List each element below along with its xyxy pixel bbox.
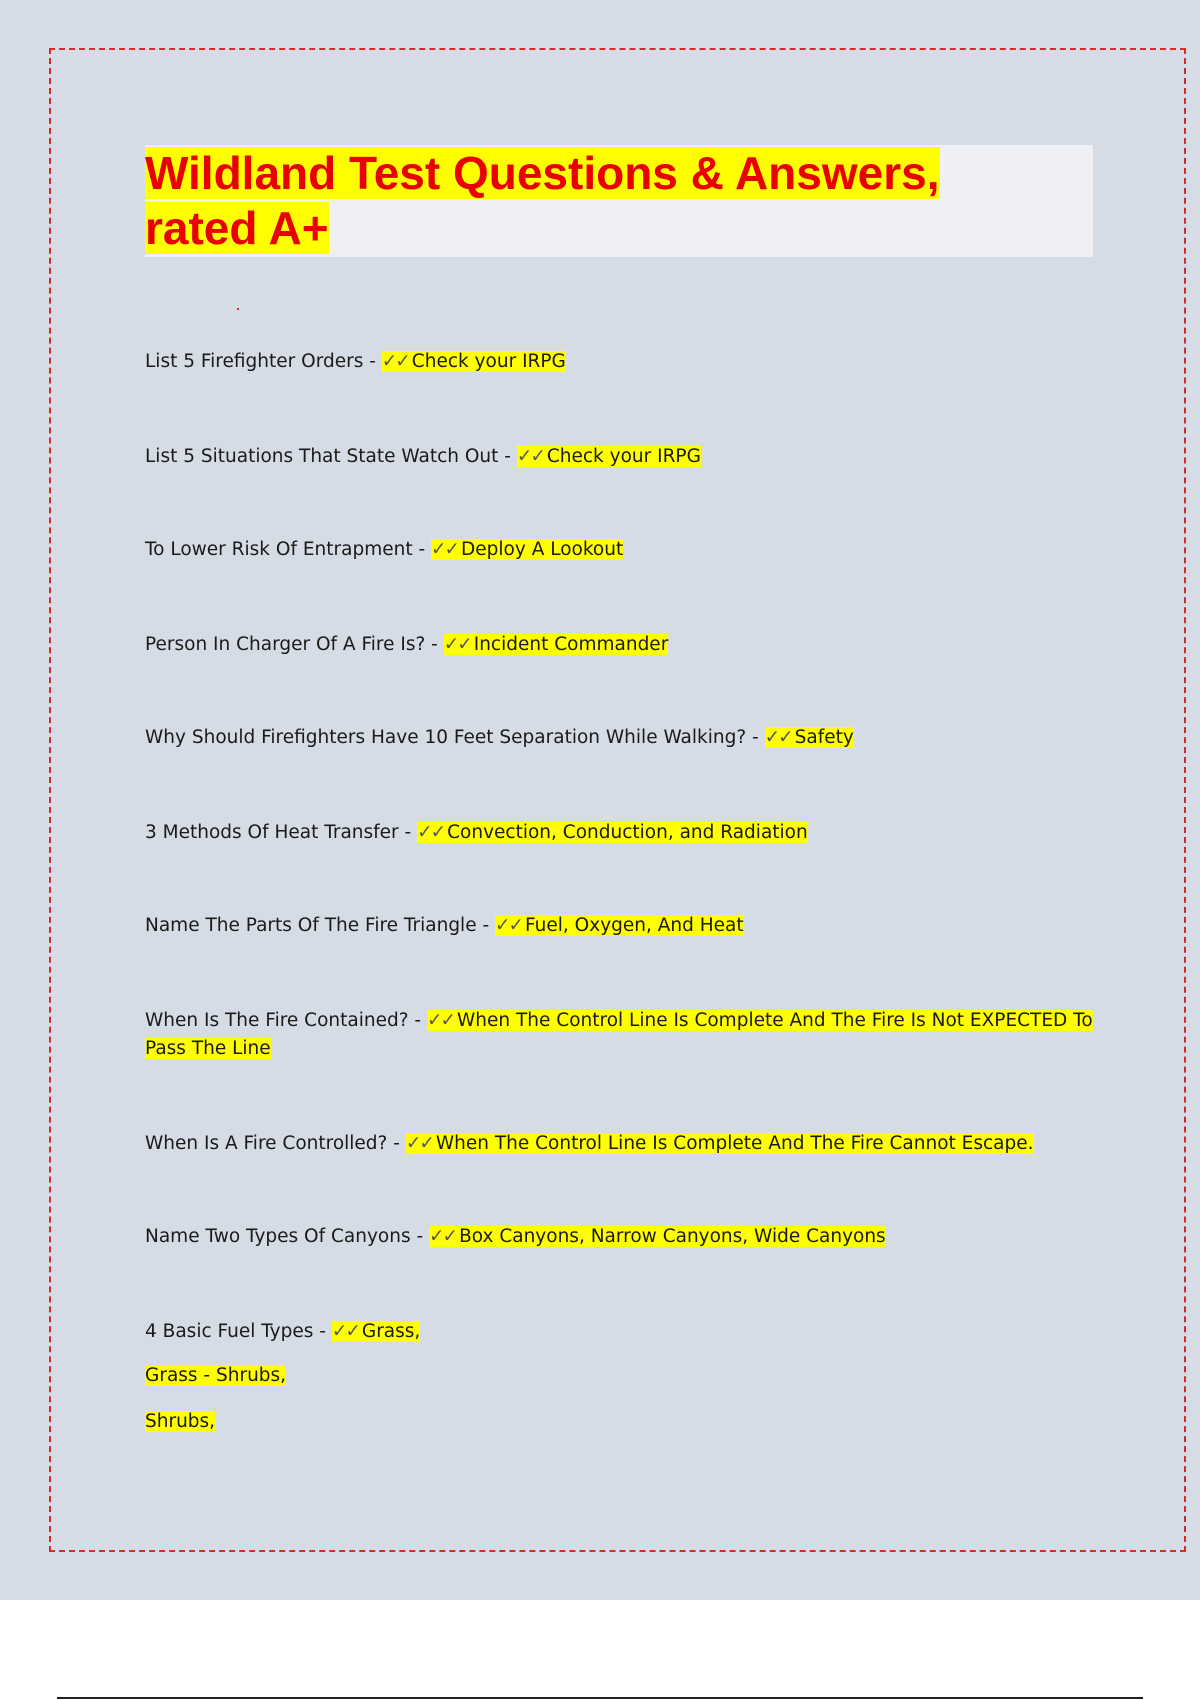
answer-text: Grass - Shrubs,: [145, 1365, 287, 1386]
question-text: Person In Charger Of A Fire Is? -: [145, 634, 444, 655]
answer-highlight: [332, 1321, 420, 1342]
answer-text: When The Control Line Is Complete And The Fire Cannot Escape.: [435, 1133, 1034, 1154]
answer-text: Shrubs,: [145, 1411, 216, 1432]
answer-highlight: [765, 727, 854, 748]
answer-text: Incident Commander: [473, 634, 669, 655]
question-text: To Lower Risk Of Entrapment -: [145, 539, 432, 560]
double-check-icon: ✓✓: [495, 915, 523, 936]
double-check-icon: ✓✓: [429, 1226, 457, 1247]
question-text: List 5 Situations That State Watch Out -: [145, 446, 517, 467]
question-text: When Is A Fire Controlled? -: [145, 1133, 406, 1154]
question-text: Name Two Types Of Canyons -: [145, 1226, 430, 1247]
answer-text: Box Canyons, Narrow Canyons, Wide Canyons: [459, 1226, 886, 1247]
answer-text: Deploy A Lookout: [461, 539, 624, 560]
answer-text: When The Control Line Is Complete And The Fire Is Not EXPECTED To Pass The Line: [145, 1010, 1093, 1059]
question-text: Why Should Firefighters Have 10 Feet Separation While Walking? -: [145, 727, 765, 748]
answer-text: Grass,: [361, 1321, 421, 1342]
answer-highlight: [429, 1226, 886, 1247]
qa-item: [145, 1223, 1105, 1251]
qa-item: [145, 631, 1105, 659]
double-check-icon: ✓✓: [426, 1010, 454, 1031]
question-text: 3 Methods Of Heat Transfer -: [145, 822, 418, 843]
answer-highlight: [417, 822, 808, 843]
answer-highlight: [444, 634, 669, 655]
fuel-type-line: [145, 1408, 215, 1436]
answer-highlight: [406, 1133, 1034, 1154]
question-text: List 5 Firefighter Orders -: [145, 351, 382, 372]
red-dot-mark: [237, 308, 239, 310]
answer-text: Check your IRPG: [546, 446, 701, 467]
answer-highlight: [382, 351, 566, 372]
fuel-type-line: [145, 1362, 286, 1390]
qa-item: [145, 1007, 1105, 1063]
double-check-icon: ✓✓: [764, 727, 792, 748]
answer-highlight: [431, 539, 623, 560]
footer-divider: [57, 1697, 1143, 1699]
answer-text: Check your IRPG: [411, 351, 566, 372]
qa-item: [145, 1318, 1105, 1346]
answer-text: Convection, Conduction, and Radiation: [447, 822, 808, 843]
document-title: Wildland Test Questions & Answers, rated A+: [145, 147, 940, 254]
qa-item: [145, 348, 1105, 376]
qa-item: [145, 724, 1105, 752]
question-text: Name The Parts Of The Fire Triangle -: [145, 915, 496, 936]
answer-highlight: [517, 446, 701, 467]
qa-item: [145, 536, 1105, 564]
qa-item: [145, 443, 1105, 471]
double-check-icon: ✓✓: [516, 446, 544, 467]
double-check-icon: ✓✓: [331, 1321, 359, 1342]
answer-text: Safety: [794, 727, 854, 748]
double-check-icon: ✓✓: [431, 539, 459, 560]
qa-item: [145, 912, 1105, 940]
question-text: 4 Basic Fuel Types -: [145, 1321, 332, 1342]
qa-item: [145, 1130, 1105, 1158]
qa-item: [145, 819, 1105, 847]
answer-highlight: [495, 915, 744, 936]
double-check-icon: ✓✓: [405, 1133, 433, 1154]
question-text: When Is The Fire Contained? -: [145, 1010, 427, 1031]
double-check-icon: ✓✓: [443, 634, 471, 655]
double-check-icon: ✓✓: [381, 351, 409, 372]
answer-text: Fuel, Oxygen, And Heat: [525, 915, 744, 936]
double-check-icon: ✓✓: [417, 822, 445, 843]
